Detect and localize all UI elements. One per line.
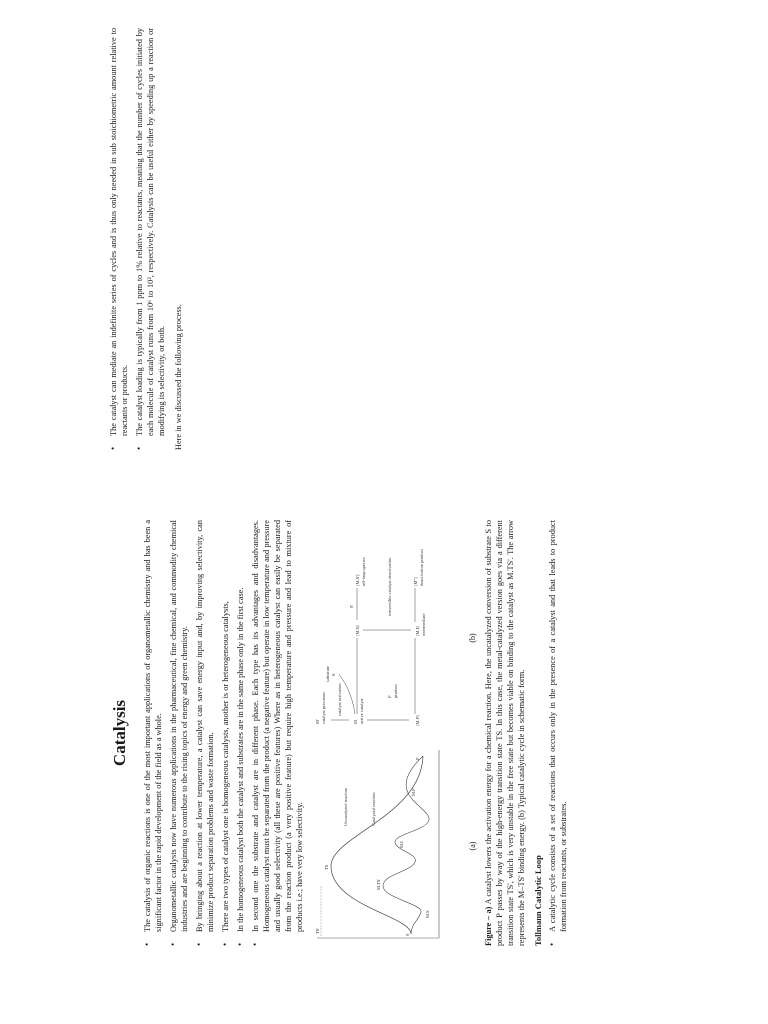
fig-b-label: M bbox=[353, 719, 358, 724]
figure-caption: Figure – a) A catalyst lowers the activation energy for a chemical reaction. Here, the uncatalyzed conversion of substrate S to product P passes by way of the high-energy transition state TS. In this case, the metal-catalyzed version goes via a different transition state TS', which is very unstable in the free state but becomes viable on binding to the catalyst as M.TS'. The arrow represents the M–TS' binding energy. (b) Typical catalytic cycle in schematic form. bbox=[484, 519, 526, 946]
list-item: • A catalytic cycle consists of a set of reactions that occurs only in the presence of a catalyst and that leads to product formation from reactants, or substrates. bbox=[547, 520, 568, 946]
fig-b-label: substrate bbox=[325, 666, 330, 682]
fig-b-label: [M.S'] bbox=[355, 574, 360, 586]
page-title: Catalysis bbox=[110, 699, 129, 767]
figure-b bbox=[311, 538, 477, 738]
fig-b-label: M' bbox=[315, 719, 320, 724]
fig-a-label: P bbox=[415, 757, 420, 760]
fig-a-label: TS' bbox=[315, 927, 320, 934]
fig-b-label: off-loop species bbox=[361, 557, 366, 586]
energy-diagram bbox=[311, 746, 461, 946]
cycle-bullet-list bbox=[108, 28, 167, 450]
list-item: • The catalysis of organic reactions is one of the most important applications of organometallic chemistry and has been a significant factor in the rapid development of the field as a whole. bbox=[142, 520, 163, 946]
fig-b-label: product bbox=[393, 684, 398, 698]
closing-paragraph: Here in we discussed the following process. bbox=[174, 304, 183, 450]
figure-a-label: (a) bbox=[468, 841, 477, 851]
fig-a-label: Catalyzed reaction bbox=[371, 792, 376, 826]
fig-b-label: intermediate bbox=[421, 613, 426, 636]
figure bbox=[311, 520, 477, 946]
section-heading: Tollmann Catalytic Loop bbox=[533, 855, 543, 946]
list-item: • There are two types of catalyst one is homogeneous catalysts, another is or heterogeneous catalysts, bbox=[220, 601, 230, 946]
fig-a-label: S bbox=[405, 933, 410, 936]
list-item: • By bringing about a reaction at lower temperature, a catalyst can save energy input and, by improving selectivity, can minimize product separation problems and waste formation. bbox=[194, 520, 215, 946]
fig-b-label: P bbox=[387, 695, 392, 698]
fig-b-label: deactivation product bbox=[419, 549, 424, 586]
fig-b-label: [M.P] bbox=[415, 715, 420, 726]
fig-b-label: [M''] bbox=[413, 577, 418, 586]
fig-b-label: active catalyst bbox=[359, 698, 364, 724]
list-item: • In the homogeneous catalyst both the catalyst and substrates are in the same phase only in the first case. bbox=[235, 587, 245, 946]
list-item: • Organometallic catalysts now have numerous applications in the pharmaceutical, fine chemical, and commodity chemical industries and are beginning to contribute to the rising topics of energy and green chemistry. bbox=[168, 520, 189, 946]
list-item: • In second one the substrate and catalyst are in different phase. Each type has its advantages and disadvantages. Homogeneous catalyst must be separated from the product (a negative feature) but operate in low temperature and pressure and usually good selectivity (all these are positive features) Where as in heterogeneous catalyst can easily be separated from the reaction product (a very positive feature) but require high temperature and pressure and lead to mixture of products i.e.; have very low selectivity. bbox=[250, 520, 304, 946]
list-item: • The catalyst loading is typically from 1 ppm to 1% relative to reactants, meaning that the number of cycles initiated by each molecule of catalyst runs from 10⁶ to 10², respectively. Catalysis can be useful either by speeding up a reaction or modifying its selectivity, or both. bbox=[134, 28, 166, 450]
uncatalyzed-curve bbox=[331, 756, 423, 934]
catalytic-loop-list bbox=[547, 520, 569, 946]
fig-a-label: Uncatalyzed reaction bbox=[343, 787, 348, 826]
catalytic-cycle-diagram bbox=[311, 538, 461, 738]
left-column bbox=[0, 512, 768, 1024]
fig-b-label: [M.S] bbox=[355, 625, 360, 636]
fig-b-label: catalyst activation bbox=[337, 683, 342, 716]
fig-a-label: M.TS' bbox=[376, 878, 381, 890]
figure-a bbox=[311, 746, 477, 946]
catalyzed-curve bbox=[383, 756, 429, 934]
fig-a-label: TS bbox=[324, 864, 329, 870]
intro-bullet-list bbox=[142, 520, 305, 946]
fig-b-label: S' bbox=[349, 604, 354, 608]
fig-b-label: [M.I] bbox=[415, 626, 420, 636]
fig-b-label: catalyst precursor bbox=[321, 692, 326, 724]
fig-a-label: M.P bbox=[411, 788, 416, 796]
fig-b-label: S bbox=[331, 673, 336, 676]
list-item: • The catalyst can mediate an indefinite series of cycles and is thus only needed in sub stoichiometric amount relative to reactants or products. bbox=[108, 28, 129, 450]
figure-b-label: (b) bbox=[468, 633, 477, 643]
fig-a-label: M.S bbox=[425, 910, 430, 918]
fig-a-label: M.I bbox=[399, 841, 404, 848]
fig-b-label: irreversible catalyst deactivation bbox=[387, 557, 392, 616]
